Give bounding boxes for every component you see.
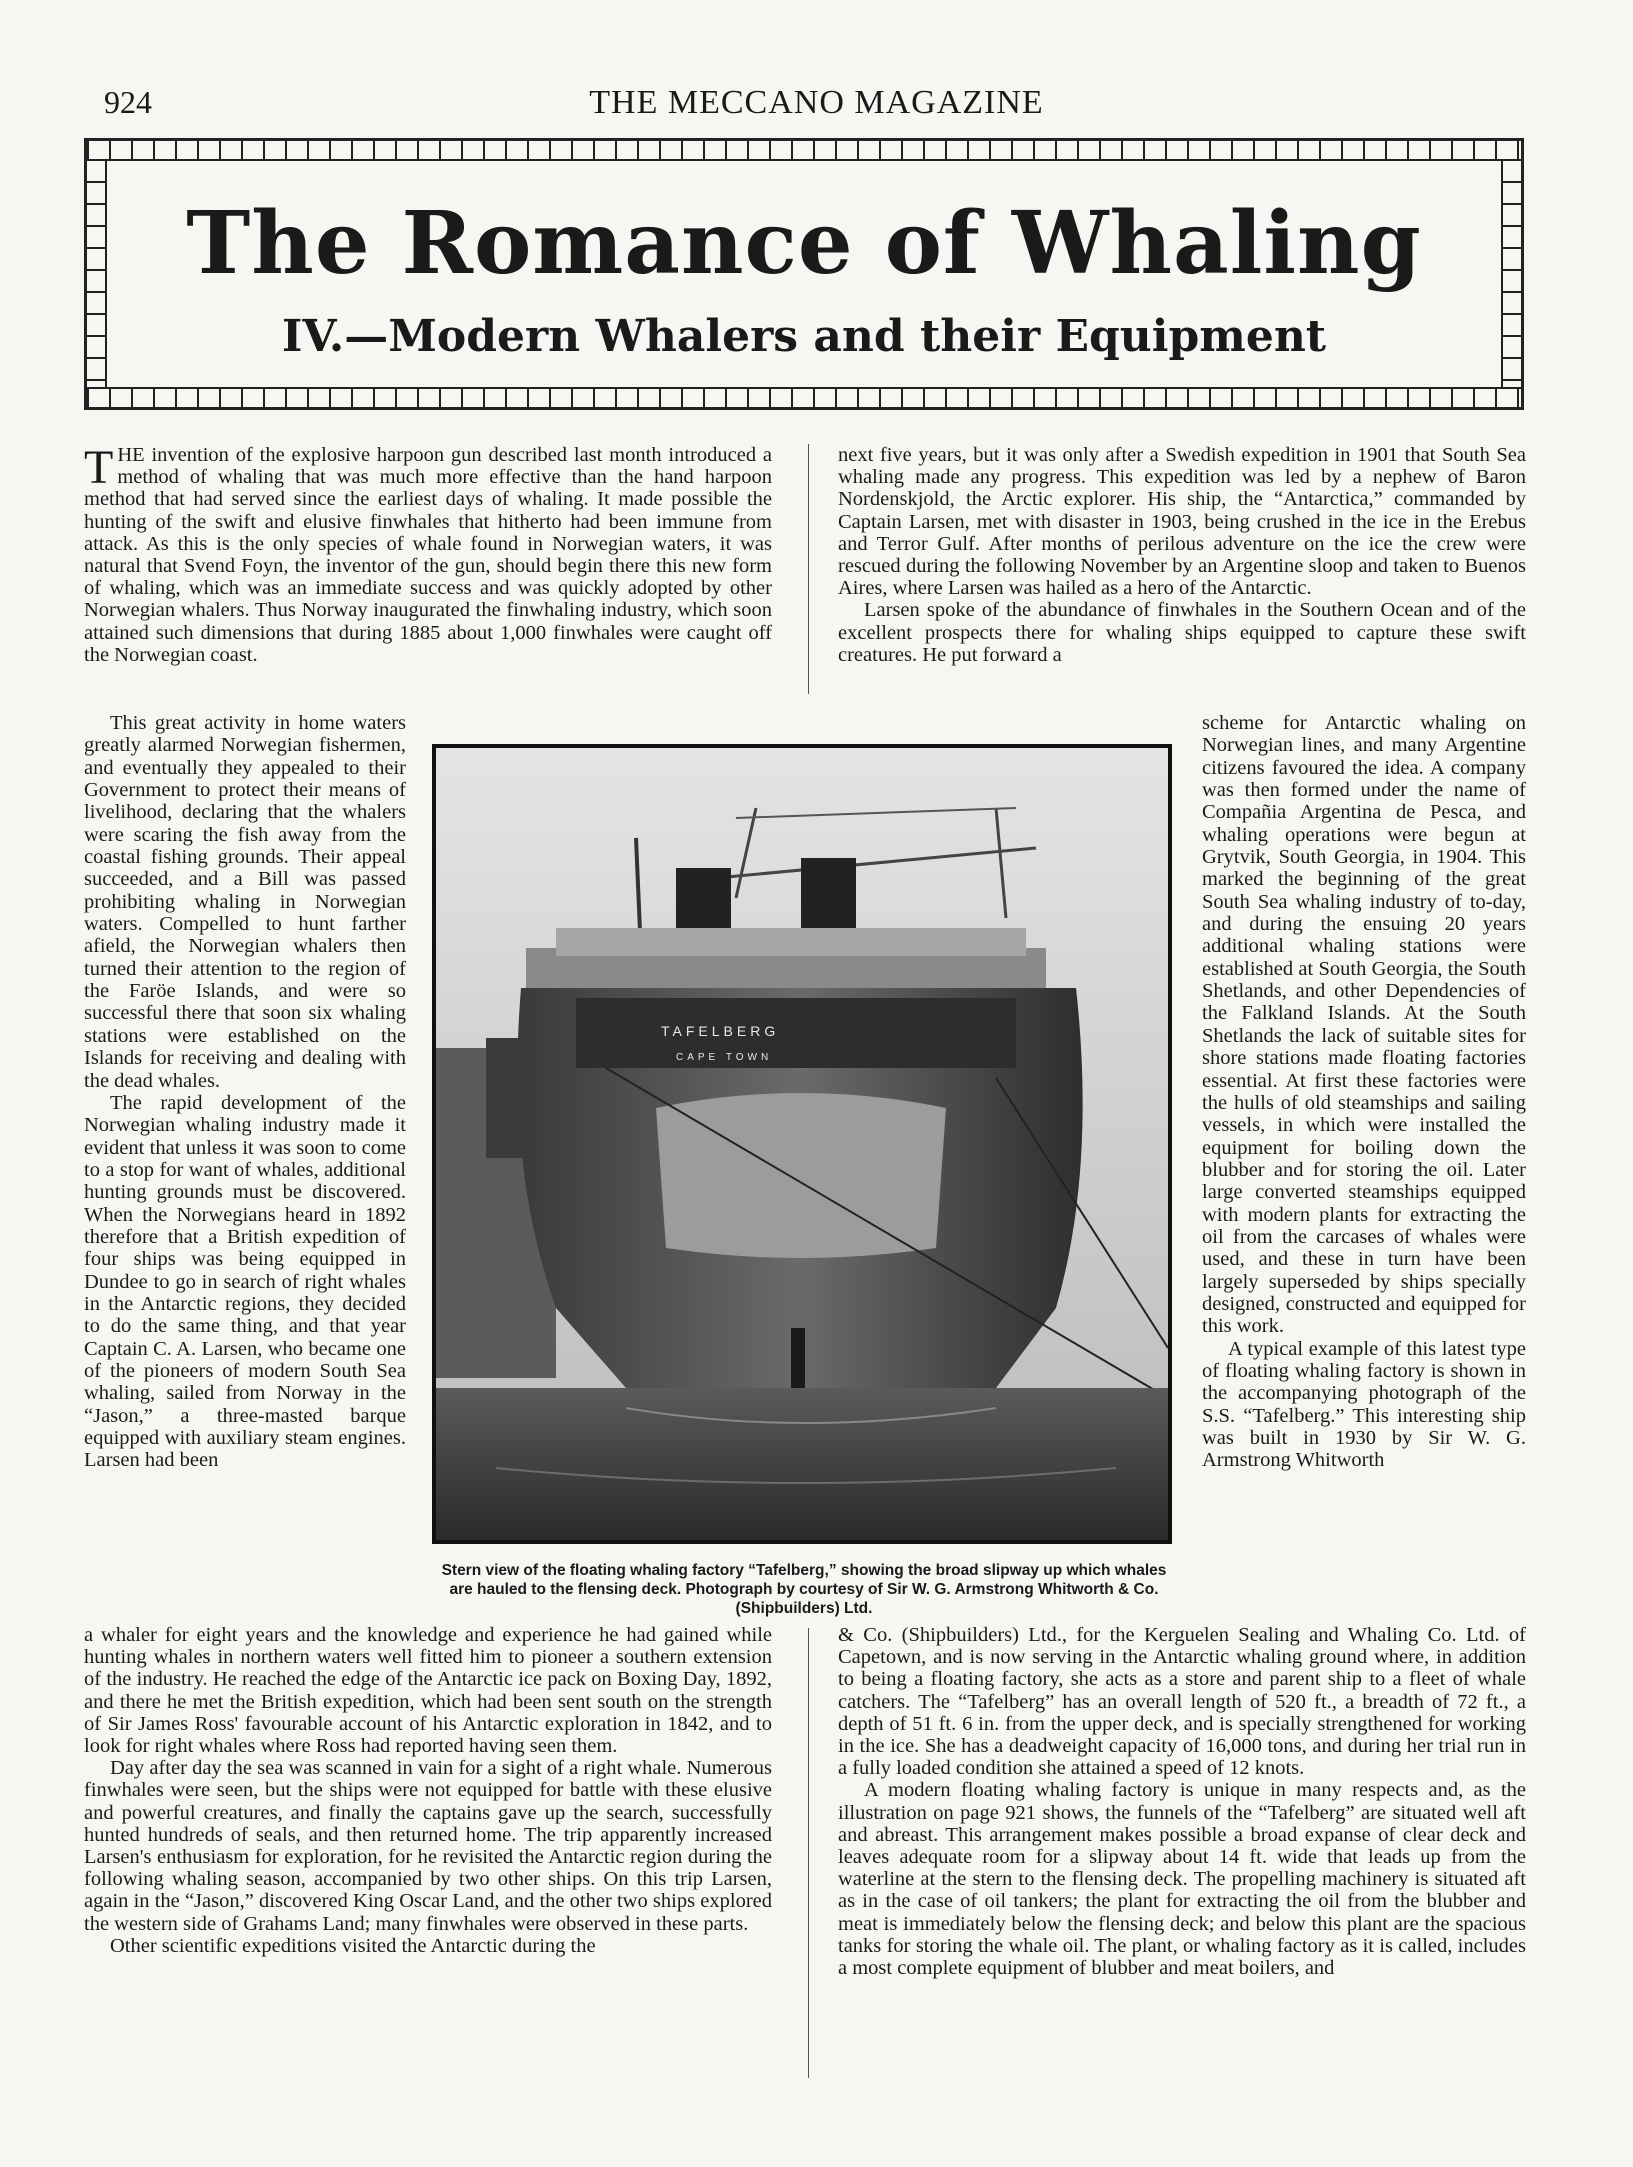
column-1-bottom: [84, 1624, 772, 1957]
paragraph: This great activity in home waters greatly alarmed Norwegian fishermen, and eventually they appealed to their Government to protect their means of livelihood, declaring that the whalers were scaring the fish away from the coastal fishing grounds. Their appeal succeeded, and a Bill was passed prohibiting whaling in Norwegian waters. Compelled to hunt farther afield, the Norwegian whalers then turned their attention to the region of the Faröe Islands, and were so successful there that soon six whaling stations were established on the Islands for receiving and dealing with the dead whales.: [84, 712, 406, 1092]
column-divider: [808, 1628, 809, 2078]
paragraph: A modern floating whaling factory is unique in many respects and, as the illustration on page 921 shows, the funnels of the “Tafelberg” are situated well aft and abreast. This arrangement makes possible a broad expanse of clear deck and leaves adequate room for a slipway about 14 ft. wide that leads up from the waterline at the stern to the flensing deck. The propelling machinery is situated aft as in the case of oil tankers; the plant for extracting the oil from the blubber and meat is immediately below the flensing deck; and below this plant are the spacious tanks for storing the whale oil. The plant, or whaling factory as it is called, includes a most complete equipment of blubber and meat boilers, and: [838, 1779, 1526, 1980]
paragraph: next five years, but it was only after a Swedish expedition in 1901 that South Sea whaling made any progress. This expedition was led by a nephew of Baron Nordenskjold, the Arctic explorer. His ship, the “Antarctica,” commanded by Captain Larsen, met with disaster in 1903, being crushed in the ice in the Erebus and Terror Gulf. After months of perilous adventure on the ice the crew were rescued during the following November by an Argentine sloop and taken to Buenos Aires, where Larsen was hailed as a hero of the Antarctic.: [838, 444, 1526, 600]
paragraph-text: HE invention of the explosive harpoon gun described last month introduced a method of whaling that was much more effective than the hand harpoon method that had served since the earliest days of whaling. It made possible the hunting of the swift and elusive finwhales that hitherto had been immune from attack. As this is the only species of whale found in Norwegian waters, it was natural that Svend Foyn, the inventor of the gun, should begin there this new form of whaling, which was an immediate success and was quickly adopted by other Norwegian whalers. Thus Norway inaugurated the finwhaling industry, which soon attained such dimensions that during 1885 about 1,000 finwhales were caught off the Norwegian coast.: [84, 444, 772, 666]
title-frame: [84, 138, 1524, 410]
ship-name-text: TAFELBERG: [661, 1023, 780, 1039]
paragraph: A typical example of this latest type of floating whaling factory is shown in the accompanying photograph of the S.S. “Tafelberg.” This interesting ship was built in 1930 by Sir W. G. Armstrong Whitworth: [1202, 1337, 1526, 1472]
column-1-narrow: [84, 712, 406, 1472]
paragraph: Larsen spoke of the abundance of finwhales in the Southern Ocean and of the excellent prospects there for whaling ships equipped to capture these swift creatures. He put forward a: [838, 599, 1526, 666]
article-subtitle: IV.—Modern Whalers and their Equipment: [281, 311, 1327, 362]
paragraph: [84, 441, 772, 666]
ship-port-text: CAPE TOWN: [676, 1052, 773, 1063]
drop-cap: T: [84, 441, 114, 494]
ship-photo: [432, 744, 1172, 1544]
column-1-top: [84, 441, 772, 666]
paragraph: The rapid development of the Norwegian whaling industry made it evident that unless it was soon to come to a stop for want of whales, additional hunting grounds must be discovered. When the Norwegians heard in 1892 therefore that a British expedition of four ships was being equipped in Dundee to go in search of right whales in the Antarctic regions, they decided to do the same thing, and that year Captain C. A. Larsen, who became one of the pioneers of modern South Sea whaling, sailed from Norway in the “Jason,” a three-masted barque equipped with auxiliary steam engines. Larsen had been: [84, 1091, 406, 1472]
page-number: 924: [104, 84, 152, 120]
column-2-top: [838, 444, 1526, 666]
column-divider: [808, 444, 809, 694]
photo-caption: Stern view of the floating whaling factory “Tafelberg,” showing the broad slipway up which whales are hauled to the flensing deck. Photograph by courtesy of Sir W. G. Armstrong Whitworth & Co. (Shipbuilders) Ltd.: [441, 1562, 1167, 1617]
paragraph: Day after day the sea was scanned in vain for a sight of a right whale. Numerous finwhales were seen, but the ships were not equipped for battle with these elusive and powerful creatures, and finally the captains gave up the search, successfully hunted hundreds of seals, and then returned home. The trip apparently increased Larsen's enthusiasm for exploration, for he revisited the Antarctic region during the following whaling season, accompanied by two other ships. On this trip Larsen, again in the “Jason,” discovered King Oscar Land, and the other two ships explored the western side of Grahams Land; many finwhales were observed in these parts.: [84, 1757, 772, 1935]
border-pattern-bottom: [87, 387, 1521, 407]
column-2-bottom: [838, 1624, 1526, 1979]
border-pattern-top: [87, 141, 1521, 161]
paragraph: & Co. (Shipbuilders) Ltd., for the Kerguelen Sealing and Whaling Co. Ltd. of Capetown, and is now serving in the Antarctic whaling ground where, in addition to being a floating factory, she acts as a store and parent ship to a fleet of whale catchers. The “Tafelberg” has an overall length of 520 ft., a breadth of 72 ft., a depth of 51 ft. 6 in. from the upper deck, and is specially strengthened for working in the ice. She has a deadweight capacity of 16,000 tons, and during her trial run in a fully loaded condition she attained a speed of 12 knots.: [838, 1624, 1526, 1780]
paragraph: a whaler for eight years and the knowledge and experience he had gained while hunting whales in northern waters well fitted him to pioneer a southern extension of the industry. He reached the edge of the Antarctic ice pack on Boxing Day, 1892, and there he met the British expedition, which had been sent south on the strength of Sir James Ross' favourable account of his Antarctic exploration in 1842, and to look for right whales where Ross had reported having seen them.: [84, 1624, 772, 1758]
tafelberg-stern-illustration: [436, 748, 1168, 1540]
magazine-title: THE MECCANO MAGAZINE: [589, 84, 1044, 121]
paragraph: Other scientific expeditions visited the Antarctic during the: [110, 1934, 596, 1957]
column-2-narrow: [1202, 712, 1526, 1472]
article-title: The Romance of Whaling: [186, 193, 1422, 294]
paragraph: scheme for Antarctic whaling on Norwegian lines, and many Argentine citizens favoured the idea. A company was then formed under the name of Compañia Argentina de Pesca, and whaling operations were begun at Grytvik, South Georgia, in 1904. This marked the beginning of the great South Sea whaling industry of to-day, and during the ensuing 20 years additional whaling stations were established at South Georgia, the South Shetlands, and other Dependencies of the Falkland Islands. At the South Shetlands the lack of suitable sites for shore stations made floating factories essential. At first these factories were the hulls of old steamships and sailing vessels, in which were installed the equipment for boiling down the blubber and for storing the oil. Later large converted steamships equipped with modern plants for extracting the oil from the carcases of whales were used, and these in turn have been largely superseded by ships specially designed, constructed and equipped for this work.: [1202, 712, 1526, 1338]
